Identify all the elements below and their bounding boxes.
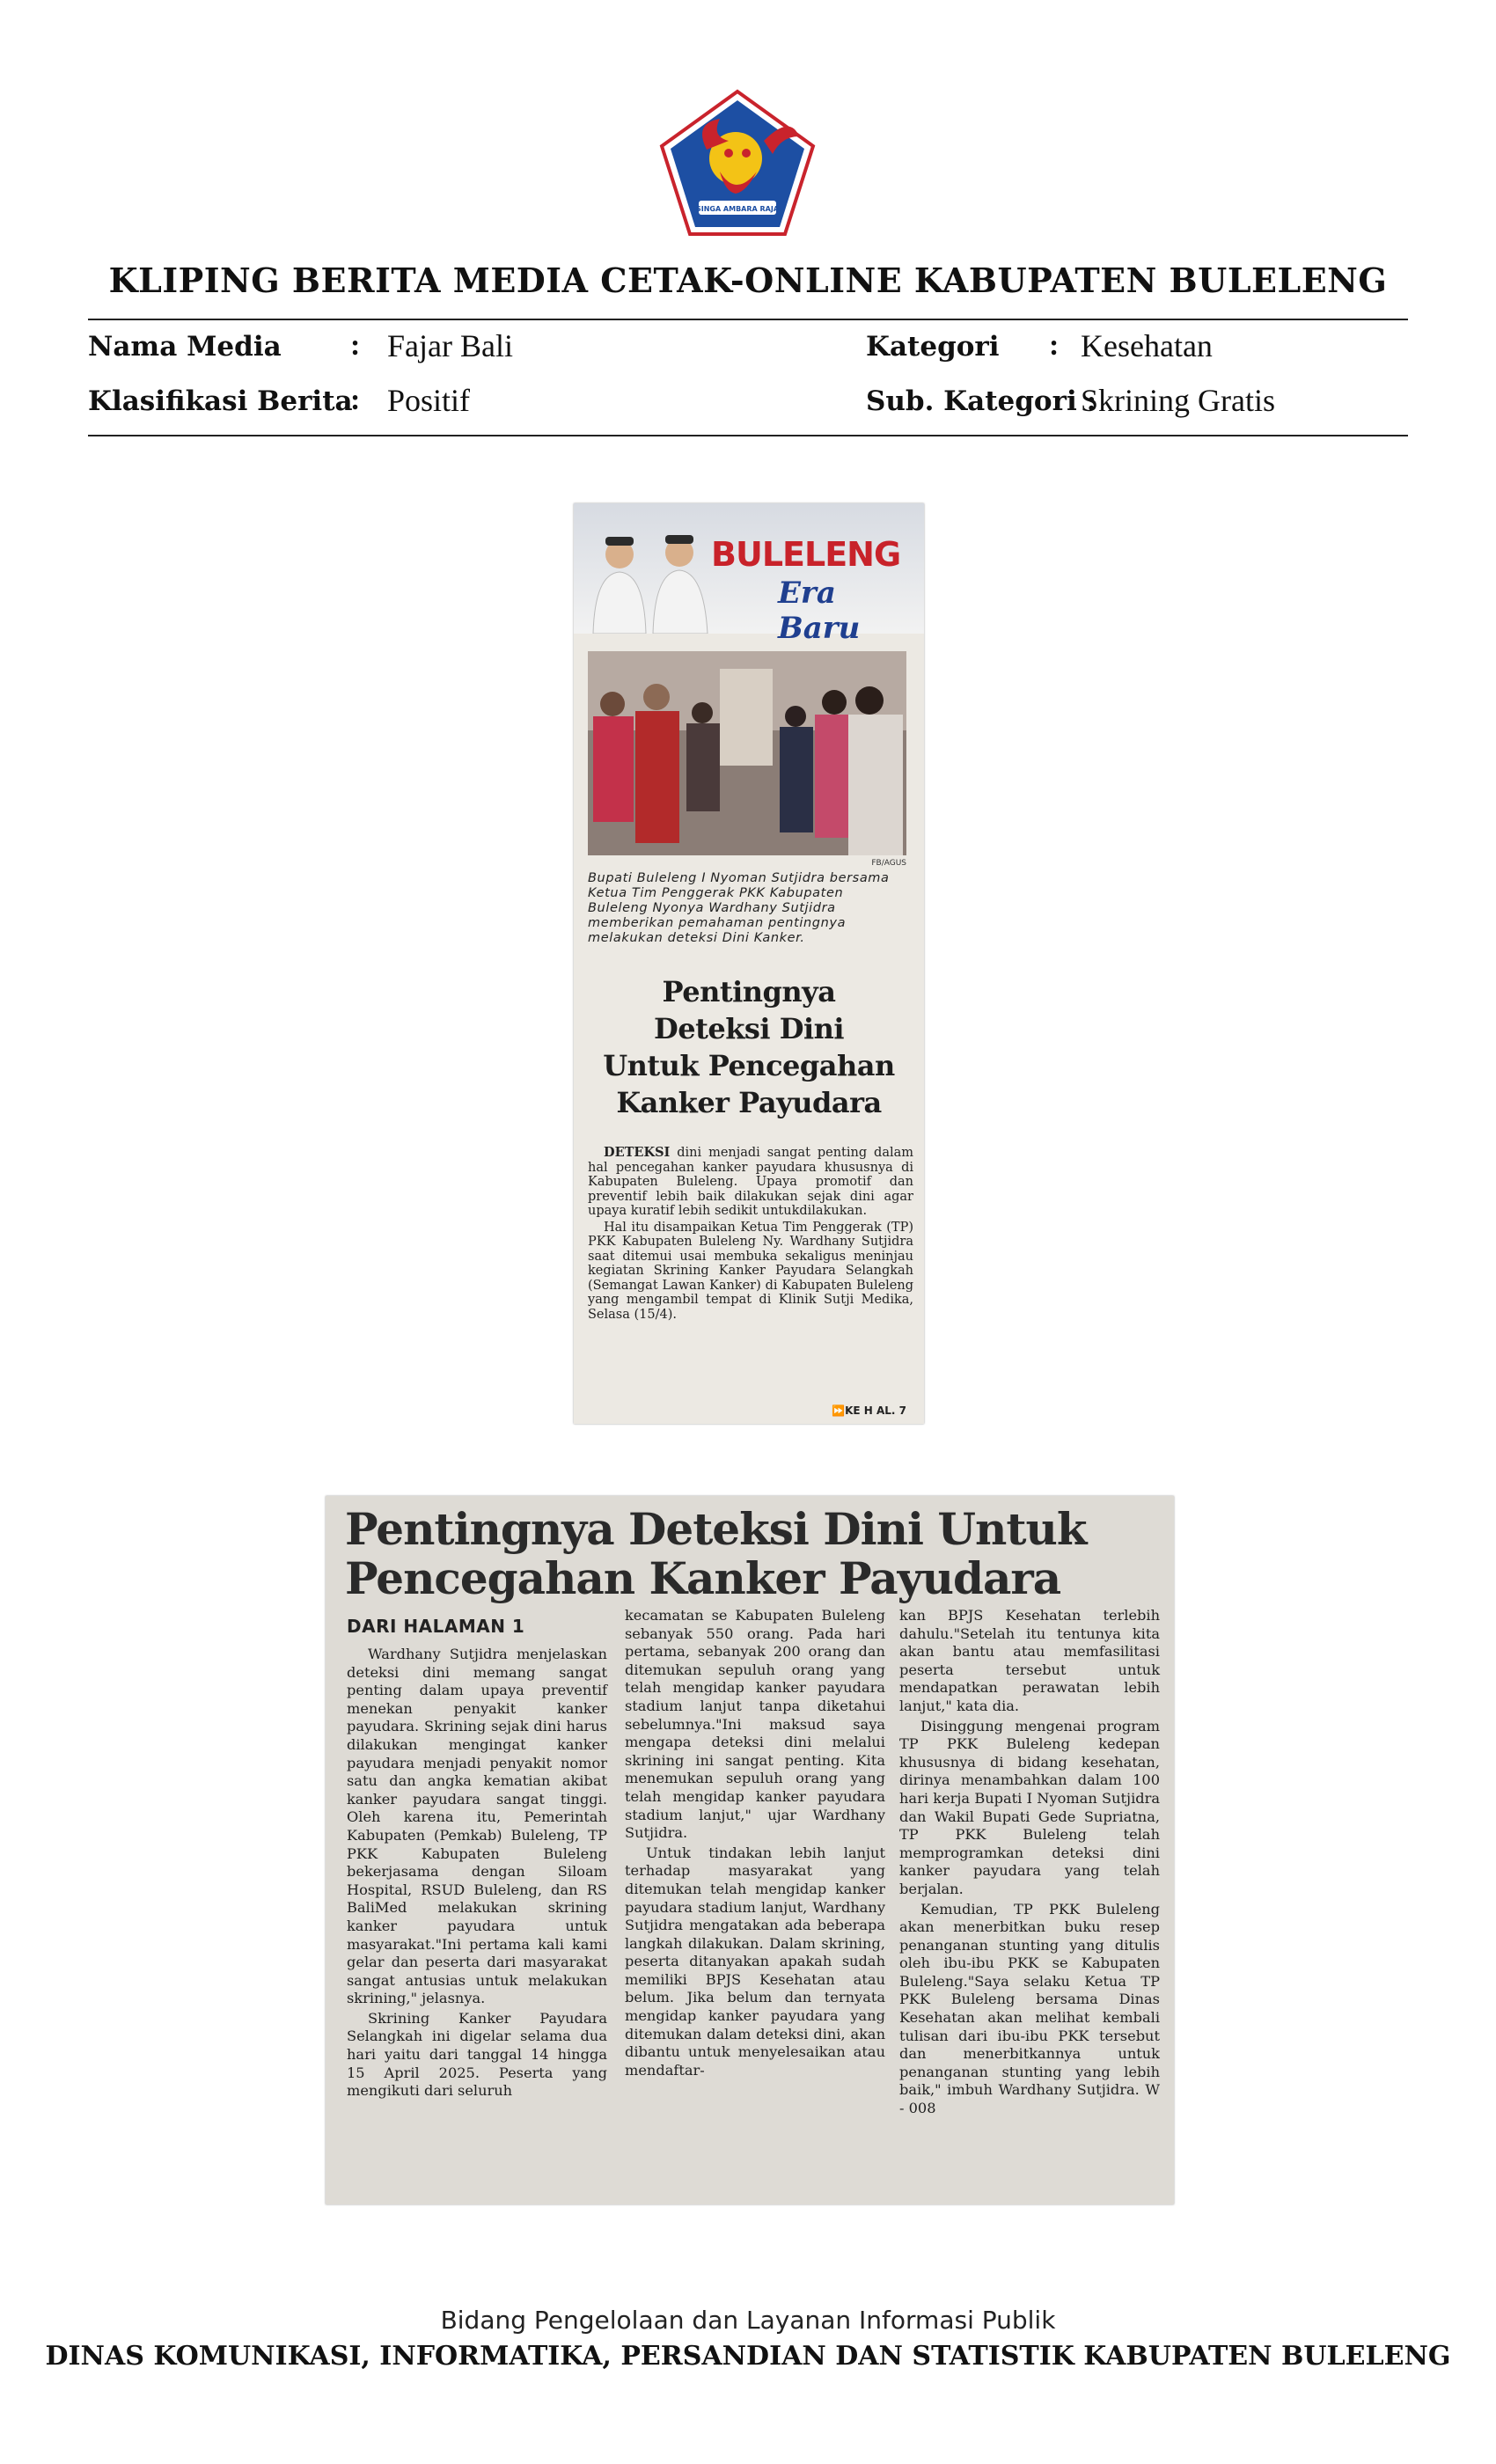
headline-line: Deteksi Dini [653,1012,845,1045]
metadata-block [0,0,1496,440]
label-kategori: Kategori [866,331,1000,363]
article-column-1 [347,1646,607,2102]
logo-motto: SINGA AMBARA RAJA [695,205,780,213]
headline-line: Pencegahan Kanker Payudara [345,1552,1061,1604]
event-photo [588,651,906,855]
photo-credit: FB/AGUS [871,859,906,868]
headline-line: Kanker Payudara [616,1086,882,1119]
article-headline [579,973,919,1121]
footer-agency: DINAS KOMUNIKASI, INFORMATIKA, PERSANDIAN DAN STATISTIK KABUPATEN BULELENG [45,2341,1451,2372]
value-kategori: Kesehatan [1081,328,1213,363]
brand-era-baru: Era Baru [778,576,861,646]
value-klasifikasi-berita: Positif [387,383,471,418]
article-paragraph: Hal itu disampaikan Ketua Tim Penggerak (TP) PKK Kabupaten Buleleng Ny. Wardhany Sutjidra saat ditemui usai membuka sekaligus meninjau kegiatan Skrining Kanker Payudara Selangkah (Semangat Lawan Kanker) di Kabupaten Buleleng yang mengambil tempat di Klinik Sutji Medika, Selasa (15/4). [588,1220,913,1322]
article-paragraph: kecamatan se Kabupaten Buleleng sebanyak 550 orang. Pada hari pertama, sebanyak 200 orang dan ditemukan sepuluh orang yang telah mengidap kanker payudara stadium lanjut tanpa diketahui sebelumnya."Ini maksud saya mengapa deteksi dini melalui skrining ini sangat penting. Kita menemukan sepuluh orang yang telah mengidap kanker payudara stadium lanjut," ujar Wardhany Sutjidra. [625,1607,885,1842]
label-sub-kategori: Sub. Kategori : [866,385,1096,417]
article-paragraph: Wardhany Sutjidra menjelaskan deteksi dini memang sangat penting dalam upaya preventif menekan penyakit kanker payudara. Skrining sejak dini harus dilakukan mengingat kanker payudara menjadi penyakit nomor satu dan angka kematian akibat kanker payudara sangat tinggi. Oleh karena itu, Pemerintah Kabupaten (Pemkab) Buleleng, TP PKK Kabupaten Buleleng bekerjasama dengan Siloam Hospital, RSUD Buleleng, dan RS BaliMed melakukan skrining kanker payudara untuk masyarakat."Ini pertama kali kami gelar dan peserta dari masyarakat sangat antusias untuk melakukan skrining," jelasnya. [347,1646,607,2007]
article-column-3 [899,1607,1160,2120]
article-paragraph: DETEKSI dini menjadi sangat penting dalam hal pencegahan kanker payudara khususnya di Kabupaten Buleleng. Upaya promotif dan preventif lebih baik dilakukan sejak dini agar upaya kuratif lebih sedikit untukdilakukan. [588,1145,913,1218]
article-paragraph: Skrining Kanker Payudara Selangkah ini digelar selama dua hari yaitu dari tanggal 14 hingga 15 April 2025. Peserta yang mengikuti dari seluruh [347,2009,607,2100]
article-paragraph: Disinggung mengenai program TP PKK Buleleng kedepan khususnya di bidang kesehatan, dirinya menambahkan dalam 100 hari kerja Bupati I Nyoman Sutjidra dan Wakil Bupati Gede Supriatna, TP PKK Buleleng telah memprogramkan deteksi dini kanker payudara yang telah berjalan. [899,1717,1160,1897]
clipping-banner [574,503,924,646]
article-body [588,1146,913,1324]
continued-marker: ⏩KE H AL. 7 [832,1404,906,1417]
headline-line: Untuk Pencegahan [603,1049,895,1082]
headline-line: Pentingnya Deteksi Dini Untuk [345,1503,1087,1555]
continuation-headline [345,1505,1163,1603]
article-paragraph: kan BPJS Kesehatan terlebih dahulu."Setelah itu tentunya kita akan bantu atau memfasilitasi peserta tersebut untuk mendapatkan perawatan lebih lanjut," kata dia. [899,1607,1160,1714]
brand-buleleng: BULELENG [711,535,901,574]
news-clipping-continuation [326,1496,1174,2204]
value-nama-media: Fajar Bali [387,328,513,363]
label-klasifikasi-berita: Klasifikasi Berita [88,385,353,417]
footer-division: Bidang Pengelolaan dan Layanan Informasi Publik [440,2306,1056,2335]
colon: : [1049,329,1060,362]
colon: : [350,329,361,362]
photo-caption: Bupati Buleleng I Nyoman Sutjidra bersama Ketua Tim Penggerak PKK Kabupaten Buleleng Nyonya Wardhany Sutjidra memberikan pemahaman pentingnya melakukan deteksi Dini Kanker. [588,871,890,945]
colon: : [350,384,361,416]
article-column-2 [625,1607,885,2081]
label-nama-media: Nama Media [88,331,282,363]
page-title: KLIPING BERITA MEDIA CETAK-ONLINE KABUPATEN BULELENG [108,260,1388,300]
news-clipping-front [574,503,924,1424]
officials-portrait [584,519,716,634]
headline-line: Pentingnya [662,975,836,1008]
article-paragraph: Untuk tindakan lebih lanjut terhadap masyarakat yang ditemukan telah mengidap kanker payudara stadium lanjut, Wardhany Sutjidra mengatakan ada beberapa langkah dilakukan. Dalam skrining, peserta ditanyakan apakah sudah memiliki BPJS Kesehatan atau belum. Jika belum dan ternyata mengidap kanker payudara yang ditemukan dalam deteksi dini, akan dibantu untuk menyelesaikan atau mendaftar- [625,1844,885,2079]
from-page-label: DARI HALAMAN 1 [347,1616,525,1637]
value-sub-kategori: Skrining Gratis [1081,383,1275,418]
article-paragraph: Kemudian, TP PKK Buleleng akan menerbitkan buku resep penanganan stunting yang ditulis oleh ibu-ibu PKK se Kabupaten Buleleng."Saya selaku Ketua TP PKK Buleleng bersama Dinas Kesehatan akan melihat kembali tulisan dari ibu-ibu PKK tersebut dan menerbitkannya untuk penanganan stunting yang lebih baik," imbuh Wardhany Sutjidra. W - 008 [899,1900,1160,2117]
lead-word: DETEKSI [604,1145,671,1160]
divider-bottom [88,435,1408,436]
